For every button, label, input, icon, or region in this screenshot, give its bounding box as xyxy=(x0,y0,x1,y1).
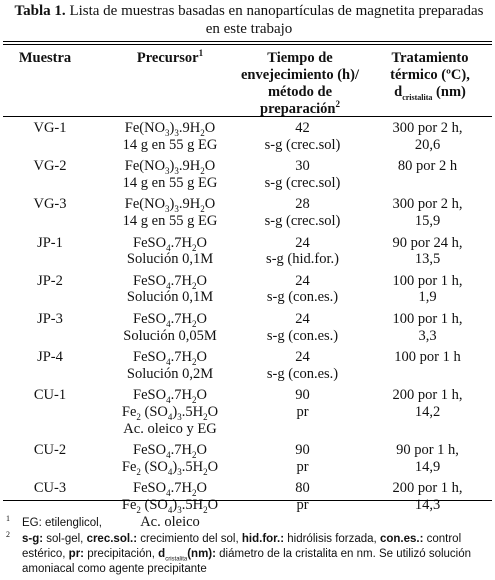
precursor-line-2: $Fe_2$ $(SO_4)_3.5H_2O$ xyxy=(121,497,219,515)
prep-method: s-g (crec.sol) xyxy=(264,213,341,229)
prep-method: s-g (crec.sol) xyxy=(264,174,341,191)
precursor-line-1: $Fe(NO_3)_3.9H_2O$ xyxy=(124,158,216,177)
crystallite-size: 14,3 xyxy=(414,497,441,513)
fn-pr-term: pr: xyxy=(68,548,85,560)
precursor-line-2: Solución 0,1M xyxy=(126,289,214,306)
aging-time: 42 xyxy=(295,120,310,136)
fn-pr-def: precipitación, xyxy=(84,548,159,560)
footnote-2-mark: 2 xyxy=(6,530,10,539)
precursor-line-3: Ac. oleico y EG xyxy=(123,420,217,437)
prep-method: pr xyxy=(296,458,309,475)
header-tiempo-text: Tiempo de envejecimiento (h)/ método de preparación xyxy=(241,50,359,117)
footnote-1: EG: etilenglicol, xyxy=(22,517,102,529)
thermal-treatment: 300 por 2 h, xyxy=(392,196,463,213)
precursor-line-2: $Fe_2$ $(SO_4)_3.5H_2O$ xyxy=(121,404,219,422)
fn-hid-term: hid.for.: xyxy=(241,533,285,545)
sample-id: CU-2 xyxy=(33,442,67,459)
precursor-line-1: $FeSO_4.7H_2O$ xyxy=(133,349,207,368)
fn-sg-def: sol-gel, xyxy=(43,533,87,545)
header-precursor-note: 1 xyxy=(198,48,204,59)
crystallite-size: 14,9 xyxy=(414,458,441,475)
sample-id: JP-2 xyxy=(37,272,63,289)
prep-method: s-g (con.es.) xyxy=(266,289,339,306)
aging-time: 90 xyxy=(295,387,310,404)
footnote-2 xyxy=(22,532,490,577)
header-tiempo xyxy=(240,50,360,118)
aging-time: 90 xyxy=(295,442,310,459)
aging-time: 80 xyxy=(295,480,310,497)
thermal-treatment: 200 por 1 h, xyxy=(392,480,463,497)
header-tratamiento-sub: cristalita xyxy=(402,92,433,102)
thermal-treatment: 80 por 2 h xyxy=(397,158,458,175)
header-tratamiento-unit: (nm) xyxy=(436,84,466,100)
table-caption xyxy=(6,2,492,38)
sample-id: JP-3 xyxy=(37,311,63,327)
precursor-line-1: $FeSO_4.7H_2O$ xyxy=(133,272,207,291)
precursor-line-1: $Fe(NO_3)_3.9H_2O$ xyxy=(124,196,216,215)
aging-time: 30 xyxy=(295,158,310,175)
table-caption-label: Tabla 1. xyxy=(14,3,66,19)
fn-con-def: control estérico, xyxy=(22,533,462,560)
sample-id: CU-1 xyxy=(33,387,67,404)
prep-method: s-g (con.es.) xyxy=(266,327,339,344)
header-tiempo-note: 2 xyxy=(335,99,340,110)
precursor-line-1: $FeSO_4.7H_2O$ xyxy=(133,387,207,406)
precursor-line-2: 14 g en 55 g EG xyxy=(122,213,218,229)
precursor-line-2: 14 g en 55 g EG xyxy=(122,136,218,153)
thermal-treatment: 300 por 2 h, xyxy=(392,120,463,136)
thermal-treatment: 200 por 1 h, xyxy=(392,387,463,404)
aging-time: 28 xyxy=(295,196,310,213)
precursor-line-1: $FeSO_4.7H_2O$ xyxy=(133,480,207,499)
precursor-line-1: $FeSO_4.7H_2O$ xyxy=(133,442,207,461)
bottom-rule xyxy=(3,500,492,501)
prep-method: s-g (crec.sol) xyxy=(264,136,341,153)
top-rule xyxy=(3,41,492,42)
thermal-treatment: 90 por 24 h, xyxy=(392,234,463,251)
thermal-treatment: 100 por 1 h, xyxy=(392,311,463,327)
aging-time: 24 xyxy=(295,272,310,289)
sample-id: JP-4 xyxy=(37,349,63,366)
fn-hid-def: hidrólisis forzada, xyxy=(284,533,380,545)
sample-id: VG-3 xyxy=(33,196,67,213)
precursor-line-1: $FeSO_4.7H_2O$ xyxy=(133,311,207,329)
fn-crec-def: crecimiento del sol, xyxy=(137,533,242,545)
crystallite-size: 14,2 xyxy=(414,404,441,420)
thermal-treatment: 100 por 1 h, xyxy=(392,272,463,289)
sample-id: VG-1 xyxy=(33,120,67,136)
fn-sg-term: s-g: xyxy=(22,533,44,545)
fn-con-term: con.es.: xyxy=(379,533,424,545)
crystallite-size: 13,5 xyxy=(414,251,441,268)
header-precursor-text: Precursor xyxy=(136,50,199,66)
prep-method: pr xyxy=(296,404,309,420)
header-precursor xyxy=(110,50,230,67)
aging-time: 24 xyxy=(295,349,310,366)
aging-time: 24 xyxy=(295,234,310,251)
prep-method: pr xyxy=(296,497,309,513)
precursor-line-2: 14 g en 55 g EG xyxy=(122,174,218,191)
aging-time: 24 xyxy=(295,311,310,327)
precursor-line-1: $Fe(NO_3)_3.9H_2O$ xyxy=(124,120,216,138)
precursor-line-1: $FeSO_4.7H_2O$ xyxy=(133,234,207,253)
crystallite-size: 1,9 xyxy=(418,289,437,306)
footnote-1-mark: 1 xyxy=(6,514,10,523)
top-rule-inner xyxy=(3,44,492,45)
precursor-line-2: Solución 0,1M xyxy=(126,251,214,268)
crystallite-size: 3,3 xyxy=(418,327,437,344)
sample-id: VG-2 xyxy=(33,158,67,175)
fn-crec-term: crec.sol.: xyxy=(86,533,138,545)
fn-d-term: d xyxy=(158,548,166,560)
header-rule xyxy=(3,116,492,117)
header-muestra: Muestra xyxy=(18,50,72,66)
fn-d-sub: cristalita xyxy=(165,556,188,563)
precursor-line-2: Solución 0,2M xyxy=(126,365,214,382)
prep-method: s-g (hid.for.) xyxy=(266,251,339,268)
header-tratamiento xyxy=(370,50,490,101)
table-caption-text: Lista de muestras basadas en nanopartículas de magnetita preparadas en este trabajo xyxy=(69,3,484,37)
sample-id: JP-1 xyxy=(37,234,63,251)
prep-method: s-g (con.es.) xyxy=(266,365,339,382)
sample-id: CU-3 xyxy=(33,480,67,497)
fn-d-def: diámetro de la cristalita en nm. Se utilizó solución amoniacal como agente precipitante xyxy=(22,548,472,575)
thermal-treatment: 100 por 1 h xyxy=(394,349,461,366)
thermal-treatment: 90 por 1 h, xyxy=(396,442,459,459)
fn-d-unit: (nm): xyxy=(187,548,216,560)
crystallite-size: 15,9 xyxy=(414,213,441,229)
precursor-line-2: Solución 0,05M xyxy=(123,327,217,344)
precursor-line-2: $Fe_2$ $(SO_4)_3.5H_2O$ xyxy=(121,458,219,477)
precursor-line-3: Ac. oleico xyxy=(140,513,200,530)
header-tratamiento-text: Tratamiento térmico (ºC), d xyxy=(390,50,470,100)
crystallite-size: 20,6 xyxy=(414,136,441,153)
